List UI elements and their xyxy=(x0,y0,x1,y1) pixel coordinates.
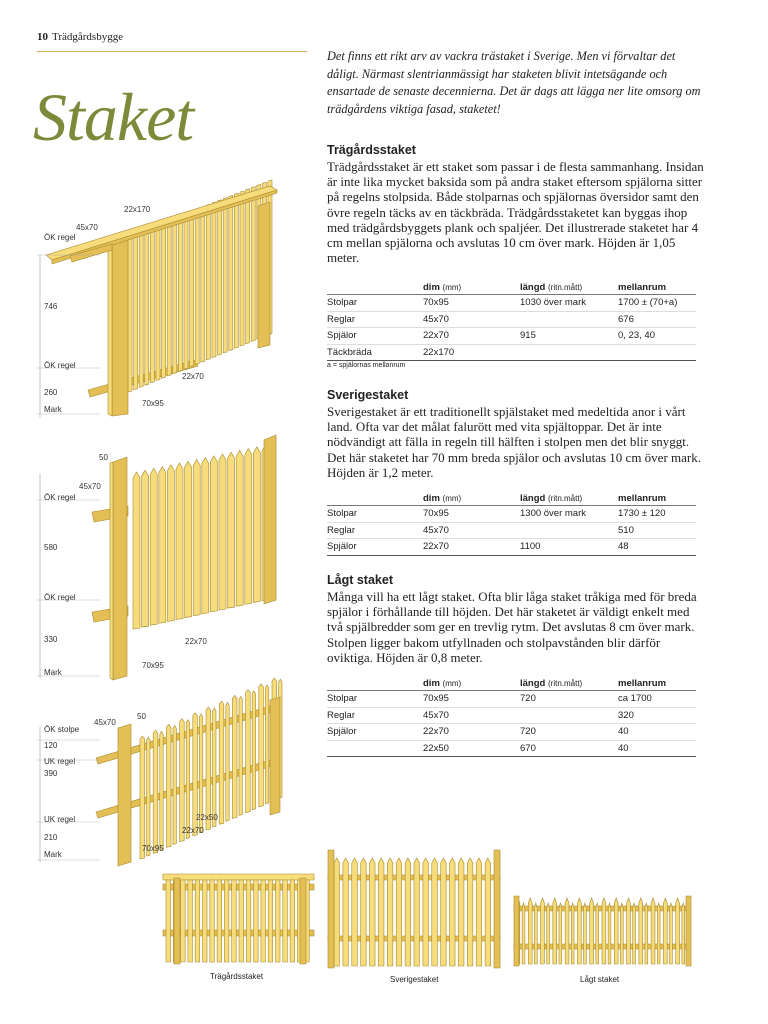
post-side xyxy=(110,462,113,680)
picket xyxy=(276,880,281,962)
picket xyxy=(133,472,140,629)
post xyxy=(686,896,691,966)
picket xyxy=(234,193,238,348)
dim-label: 45x70 xyxy=(76,223,98,232)
dim-label: 746 xyxy=(44,302,58,311)
picket xyxy=(167,465,174,622)
table-row: 22x50 670 40 xyxy=(327,740,696,757)
post-side xyxy=(108,244,112,416)
picket xyxy=(134,233,138,390)
picket xyxy=(210,456,217,612)
picket xyxy=(212,202,216,358)
picket xyxy=(166,724,171,847)
picket xyxy=(476,858,482,966)
picket xyxy=(217,880,222,962)
section-body: Trädgårdsstaket är ett staket som passar i de flesta sammanhang. Insidan är inte lika mycket baksida som på andra staket eftersom spjälorna sitter på regelns stolpsida. Både stolparnas och spjälornas översidor samt den övre regeln täcks av en täckbräda. Trädgårdsstaketet kan byggas ihop med trädgårdsbyggets plank och spaljéer. Det illustrerade staketet har 4 cm mellan spjälorna och avslutas 10 cm över mark. Höjden är 1,05 meter. xyxy=(327,159,704,266)
picket xyxy=(565,898,569,964)
dim-label: ÖK stolpe xyxy=(44,725,80,734)
post xyxy=(118,724,131,866)
picket xyxy=(236,450,243,606)
post xyxy=(328,850,334,968)
picket xyxy=(571,903,574,964)
table-row: Reglar 45x70 676 xyxy=(327,311,696,328)
table-row: Stolpar 70x95 1030 över mark 1700 ± (70+a) xyxy=(327,295,696,312)
fence-elevation-sverigestaket xyxy=(328,850,500,968)
picket xyxy=(218,200,222,355)
picket xyxy=(608,903,611,964)
picket xyxy=(639,898,643,964)
post xyxy=(112,240,128,416)
picket xyxy=(682,903,685,964)
picket xyxy=(203,880,208,962)
picket xyxy=(224,880,229,962)
picket xyxy=(663,898,667,964)
picket xyxy=(181,880,186,962)
picket xyxy=(176,463,183,620)
picket xyxy=(370,858,376,966)
fence-diagram-tradgardsstaket xyxy=(46,180,277,416)
picket xyxy=(627,898,631,964)
picket xyxy=(590,898,594,964)
picket xyxy=(268,880,273,962)
dim-label: UK regel xyxy=(44,815,76,824)
picket xyxy=(485,858,491,966)
fence-elevation-lagt-staket xyxy=(514,896,691,966)
fence-diagram-sverigestaket xyxy=(92,435,276,680)
dim-label: 22x70 xyxy=(182,826,204,835)
picket xyxy=(378,858,384,966)
section-heading: Lågt staket xyxy=(327,573,393,587)
picket xyxy=(185,461,192,617)
picket xyxy=(167,220,171,376)
picket xyxy=(210,880,215,962)
picket xyxy=(253,447,260,603)
picket xyxy=(251,187,255,342)
dim-label: 260 xyxy=(44,388,58,397)
table-row: Spjälor 22x70 1100 48 xyxy=(327,539,696,556)
picket xyxy=(150,468,157,625)
picket xyxy=(254,880,259,962)
picket xyxy=(226,702,229,821)
picket xyxy=(160,731,163,850)
picket xyxy=(140,736,145,859)
dim-label: ÖK regel xyxy=(44,233,76,242)
table-row: Spjälor 22x70 915 0, 23, 40 xyxy=(327,328,696,345)
spec-table-2: dim (mm) längd (ritn.mått) mellanrum Stolpar 70x95 1300 över mark 1730 ± 120 Reglar 45x70 510 Spjälor 22x70 1100 48 xyxy=(327,491,696,556)
picket xyxy=(240,191,244,346)
table-row: Reglar 45x70 510 xyxy=(327,522,696,539)
picket xyxy=(223,198,227,353)
dim-label: 22x170 xyxy=(124,205,151,214)
top-board xyxy=(163,874,314,880)
picket xyxy=(614,898,618,964)
caption-fence-1: Trägårdsstaket xyxy=(210,972,264,981)
dim-label: 390 xyxy=(44,769,58,778)
picket xyxy=(290,880,295,962)
dim-label: ÖK regel xyxy=(44,361,76,370)
spec-table-3: dim (mm) längd (ritn.mått) mellanrum Stolpar 70x95 720 ca 1700 Reglar 45x70 320 Spjälor 22x70 720 40 22x50 670 40 xyxy=(327,676,696,757)
picket xyxy=(559,903,562,964)
picket xyxy=(229,195,233,350)
picket xyxy=(232,695,237,818)
fence-elevation-tradgardsstaket xyxy=(163,874,314,964)
dim-label: Mark xyxy=(44,668,62,677)
picket xyxy=(676,898,680,964)
picket xyxy=(584,903,587,964)
dim-label: 70x95 xyxy=(142,844,164,853)
picket xyxy=(202,458,209,614)
picket xyxy=(150,226,154,383)
picket xyxy=(534,903,537,964)
post xyxy=(258,202,270,348)
picket xyxy=(553,898,557,964)
post xyxy=(113,457,127,680)
picket xyxy=(602,898,606,964)
picket xyxy=(219,454,226,610)
picket xyxy=(450,858,456,966)
picket xyxy=(159,467,166,624)
dim-label: 22x70 xyxy=(185,637,207,646)
picket xyxy=(188,880,193,962)
table-row: Stolpar 70x95 1300 över mark 1730 ± 120 xyxy=(327,506,696,523)
page-number: 10 xyxy=(37,31,48,43)
section-body: Sverigestaket är ett traditionellt spjälstaket med medeltida anor i vårt land. Ofta var det målat falurött med vita spjältoppar. Det är inte nödvändigt att fälla in regeln till hälften i stolpen men det blir snyggt. Det här staketet har 70 mm breda spjälor och avslutas 10 cm över mark. Höjden är 1,2 meter. xyxy=(327,404,701,480)
table-note: a = spjälornas mellanrum xyxy=(327,362,406,369)
post xyxy=(264,435,276,604)
picket xyxy=(657,903,660,964)
picket xyxy=(139,231,143,388)
picket xyxy=(186,720,189,839)
picket xyxy=(352,858,358,966)
picket xyxy=(396,858,402,966)
picket xyxy=(670,903,673,964)
picket xyxy=(441,858,447,966)
post xyxy=(494,850,500,968)
dim-label: 580 xyxy=(44,543,58,552)
picket xyxy=(190,211,194,367)
picket xyxy=(405,858,411,966)
fence-diagram-lagt-staket xyxy=(96,678,282,866)
dim-label: 70x95 xyxy=(142,399,164,408)
section-heading: Sverigestaket xyxy=(327,388,409,402)
picket xyxy=(232,880,237,962)
picket xyxy=(201,206,205,362)
picket xyxy=(651,898,655,964)
picket xyxy=(180,719,185,842)
picket xyxy=(547,903,550,964)
picket xyxy=(265,685,268,804)
picket xyxy=(213,708,216,827)
caption-fence-3: Lågt staket xyxy=(580,975,620,984)
dim-label: 120 xyxy=(44,741,58,750)
picket xyxy=(432,858,438,966)
intro-text: Det finns ett rikt arv av vackra trästaket i Sverige. Men vi förvaltar det dåligt. Närmast slentrianmässigt har staketen blivit intetsägande och ensartade de senaste decennierna. Det är dags att lägga ner lite omsorg om trädgårdens viktiga fasad, staketet! xyxy=(327,49,701,116)
picket xyxy=(178,215,182,371)
picket xyxy=(228,452,235,608)
picket xyxy=(577,898,581,964)
table-row: Stolpar 70x95 720 ca 1700 xyxy=(327,691,696,708)
dim-label: 70x95 xyxy=(142,661,164,670)
dim-label: 330 xyxy=(44,635,58,644)
picket xyxy=(245,449,252,605)
picket xyxy=(184,213,188,369)
picket xyxy=(522,903,525,964)
picket xyxy=(633,903,636,964)
picket xyxy=(239,697,242,816)
post xyxy=(300,878,306,964)
picket xyxy=(206,707,211,830)
picket xyxy=(145,228,149,385)
picket xyxy=(246,880,251,962)
picket xyxy=(153,730,158,853)
picket xyxy=(645,903,648,964)
post xyxy=(270,697,280,815)
dim-label: UK regel xyxy=(44,757,76,766)
dim-label: 22x50 xyxy=(196,813,218,822)
dim-label: Mark xyxy=(44,405,62,414)
picket xyxy=(467,858,473,966)
picket xyxy=(128,235,132,392)
dim-label: 210 xyxy=(44,833,58,842)
picket xyxy=(142,470,149,627)
dim-label: ÖK regel xyxy=(44,493,76,502)
caption-fence-2: Sverigestaket xyxy=(390,975,439,984)
picket xyxy=(620,903,623,964)
picket xyxy=(206,204,210,360)
picket xyxy=(334,858,340,966)
picket xyxy=(261,880,266,962)
table-row: Spjälor 22x70 720 40 xyxy=(327,724,696,741)
table-row: Reglar 45x70 320 xyxy=(327,707,696,724)
picket xyxy=(246,189,250,344)
dim-label: 45x70 xyxy=(79,482,101,491)
picket xyxy=(193,459,200,615)
picket xyxy=(173,726,176,845)
post xyxy=(514,896,519,966)
picket xyxy=(252,691,255,810)
picket xyxy=(458,858,464,966)
section-body: Många vill ha ett lågt staket. Ofta blir låga staket tråkiga med för breda spjälor i förhållande till höjden. Det här staketet är väldigt enkelt med två spjälbredder som ger en trevlig rytm. Det avslutas 8 cm över mark. Stolpen ligger bakom utfyllnaden och stolpavstånden blir därför oviktiga. Höjden är 0,8 meter. xyxy=(327,589,697,665)
picket xyxy=(528,898,532,964)
picket xyxy=(343,858,349,966)
picket xyxy=(246,690,251,813)
picket xyxy=(423,858,429,966)
picket xyxy=(541,898,545,964)
dim-label: 22x70 xyxy=(182,372,204,381)
picket xyxy=(147,737,150,856)
dim-label: 50 xyxy=(99,453,108,462)
picket xyxy=(156,224,160,381)
picket xyxy=(283,880,288,962)
picket xyxy=(166,880,171,962)
section-heading: Trägårdsstaket xyxy=(327,143,416,157)
picket xyxy=(195,880,200,962)
picket xyxy=(259,684,264,807)
picket xyxy=(239,880,244,962)
picket xyxy=(173,217,177,373)
dim-label: ÖK regel xyxy=(44,593,76,602)
dim-label: 50 xyxy=(137,712,146,721)
picket xyxy=(387,858,393,966)
post xyxy=(174,878,180,964)
dim-label: Mark xyxy=(44,850,62,859)
picket xyxy=(219,701,224,824)
spec-table-1: dim (mm) längd (ritn.mått) mellanrum Stolpar 70x95 1030 över mark 1700 ± (70+a) Reglar 45x70 676 Spjälor 22x70 915 0, 23, 40 Täckbräda 22x170 xyxy=(327,280,696,361)
picket xyxy=(361,858,367,966)
picket xyxy=(596,903,599,964)
dim-label: 45x70 xyxy=(94,718,116,727)
picket xyxy=(414,858,420,966)
picket xyxy=(195,209,199,365)
picket xyxy=(162,222,166,378)
section-name: Trädgårdsbygge xyxy=(52,31,124,43)
page-title: Staket xyxy=(33,79,194,155)
table-row: Täckbräda 22x170 xyxy=(327,344,696,361)
